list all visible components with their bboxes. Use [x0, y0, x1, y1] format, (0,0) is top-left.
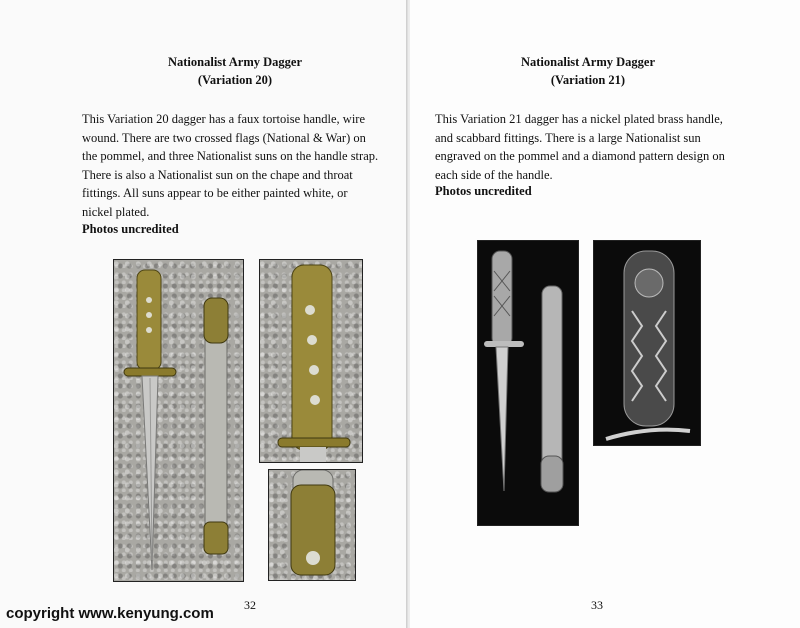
right-page-title [438, 53, 738, 89]
dagger-full-photo [113, 259, 244, 582]
right-para-line: engraved on the pommel and a diamond pattern design on [435, 149, 725, 164]
left-photo-credit: Photos uncredited [82, 222, 179, 236]
scabbard-closeup-photo [268, 469, 356, 581]
left-para-line: fittings. All suns appear to be either painted white, or [82, 186, 348, 201]
right-para-line: This Variation 21 dagger has a nickel plated brass handle, [435, 112, 723, 126]
right-para-line: each side of the handle. [435, 167, 553, 182]
left-para-line: the pommel, and three Nationalist suns on the handle strap. [82, 149, 379, 164]
nickel-scabbard-closeup-photo [593, 240, 701, 446]
left-para-line: This Variation 20 dagger has a faux tortoise handle, wire [82, 112, 366, 126]
right-title-line2: (Variation 21) [550, 73, 626, 87]
right-photo-credit: Photos uncredited [435, 184, 532, 198]
left-title-line2: (Variation 20) [197, 73, 273, 87]
left-para-line: There is also a Nationalist sun on the chape and throat [82, 167, 353, 182]
nickel-dagger-photo [477, 240, 579, 526]
left-para-line: wound. There are two crossed flags (National & War) on [82, 130, 366, 145]
dagger-handle [137, 270, 161, 370]
right-title-line1: Nationalist Army Dagger [520, 55, 655, 69]
right-page [410, 0, 800, 628]
right-page-number: 33 [591, 598, 603, 612]
left-title-line1: Nationalist Army Dagger [167, 55, 302, 69]
left-page-number: 32 [244, 598, 256, 612]
right-paragraph [435, 110, 747, 184]
left-para-line: nickel plated. [82, 204, 150, 219]
right-para-line: and scabbard fittings. There is a large Nationalist sun [435, 130, 701, 145]
left-page-title [85, 53, 385, 89]
left-paragraph [82, 110, 392, 222]
copyright-watermark: copyright www.kenyung.com [6, 605, 214, 622]
handle-closeup-photo [259, 259, 363, 463]
